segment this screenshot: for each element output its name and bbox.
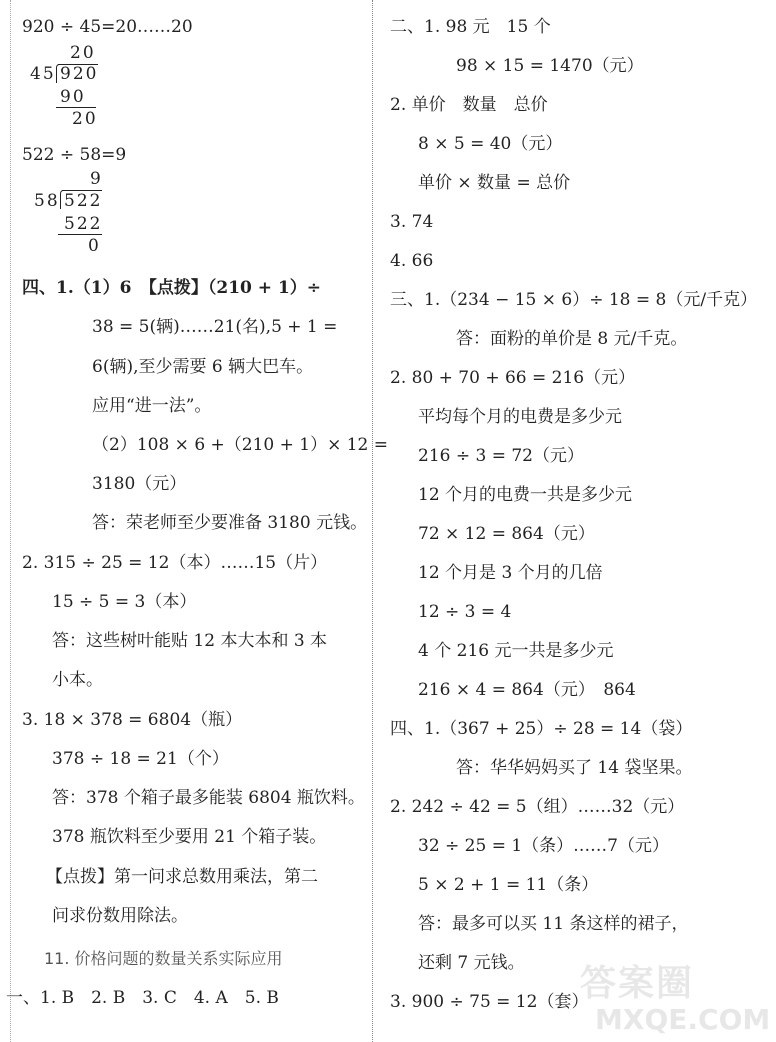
division-remainder: 0 [88,236,99,256]
division-remainder: 20 [72,109,98,129]
answer-line: 小本。 [52,670,103,690]
answer-line: 2. 315 ÷ 25 = 12（本）……15（片） [22,553,328,573]
answer-line: 12 ÷ 3 = 4 [418,602,512,622]
division-quotient: 20 [70,43,96,63]
answer-line: 4. 66 [390,251,434,271]
answer-line: 平均每个月的电费是多少元 [418,407,622,427]
division-divisor: 45 [30,64,56,84]
answer-statement: 答：378 个箱子最多能装 6804 瓶饮料。 [52,788,365,808]
answer-line: 一、1. B 2. B 3. C 4. A 5. B [6,988,279,1008]
answer-line: 72 × 12 = 864（元） [418,524,595,544]
answer-statement: 答：荣老师至少要准备 3180 元钱。 [92,513,368,533]
watermark-url: MXQE.COM [595,1003,771,1036]
answer-line: 2. 242 ÷ 42 = 5（组）……32（元） [390,797,685,817]
answer-line: 3. 900 ÷ 75 = 12（套） [390,992,589,1012]
watermark-logo [560,955,770,1040]
division-bracket [60,190,63,209]
answer-line: 32 ÷ 25 = 1（条）……7（元） [418,836,669,856]
hint-line: 【点拨】第一问求总数用乘法，第二 [46,867,318,887]
answer-line: （2）108 × 6 +（210 + 1）× 12 = [92,435,389,455]
watermark-text: 答案圈 [580,963,695,1004]
division-divisor: 58 [34,191,60,211]
answer-statement: 答：最多可以买 11 条这样的裙子， [418,914,689,934]
answer-line: 12 个月的电费一共是多少元 [418,485,633,505]
answer-line: 3. 74 [390,212,434,232]
hint-line: 问求份数用除法。 [52,906,188,926]
answer-line: 单价 × 数量 = 总价 [418,173,571,193]
answer-statement: 答：华华妈妈买了 14 袋坚果。 [456,758,693,778]
answer-line: 5 × 2 + 1 = 11（条） [418,875,599,895]
answer-line: 8 × 5 = 40（元） [418,134,563,154]
division-equation: 920 ÷ 45=20……20 [22,17,193,37]
answer-line: 应用“进一法”。 [92,396,212,416]
answer-line: 2. 单价 数量 总价 [390,95,548,115]
answer-line: 4 个 216 元一共是多少元 [418,641,614,661]
answer-line: 38 = 5(辆)……21(名),5 + 1 = [92,317,338,337]
answer-line: 98 × 15 = 1470（元） [456,56,644,76]
column-divider [372,0,374,1042]
left-margin-line [10,0,12,1042]
division-dividend: 920 [60,64,99,84]
answer-line: 12 个月是 3 个月的几倍 [418,563,603,583]
division-quotient: 9 [90,169,101,189]
division-bracket [56,64,59,83]
answer-line: 四、1.（367 + 25）÷ 28 = 14（袋） [390,719,693,739]
answer-line: 6(辆),至少需要 6 辆大巴车。 [92,357,314,377]
answer-line: 四、1.（1）6 【点拨】（210 + 1）÷ [22,278,322,298]
answer-line: 3. 18 × 378 = 6804（瓶） [22,710,243,730]
answer-line: 3180（元） [92,474,187,494]
answer-line: 378 ÷ 18 = 21（个） [52,749,229,769]
answer-statement: 答：这些树叶能贴 12 本大本和 3 本 [52,631,328,651]
answer-line: 2. 80 + 70 + 66 = 216（元） [390,368,636,388]
answer-line: 还剩 7 元钱。 [418,953,525,973]
answer-line: 216 ÷ 3 = 72（元） [418,446,584,466]
division-subtrahend: 90 [60,87,86,107]
answer-line: 15 ÷ 5 = 3（本） [52,592,197,612]
answer-line: 216 × 4 = 864（元） 864 [418,680,636,700]
answer-line: 二、1. 98 元 15 个 [390,17,551,37]
answer-line: 378 瓶饮料至少要用 21 个箱子装。 [52,827,327,847]
answer-statement: 答：面粉的单价是 8 元/千克。 [456,329,688,349]
answer-line: 三、1.（234 − 15 × 6）÷ 18 = 8（元/千克） [390,290,758,310]
division-equation: 522 ÷ 58=9 [22,145,127,165]
division-subtrahend: 522 [64,214,103,234]
section-title: 11. 价格问题的数量关系实际应用 [44,949,283,968]
division-dividend: 522 [64,191,103,211]
